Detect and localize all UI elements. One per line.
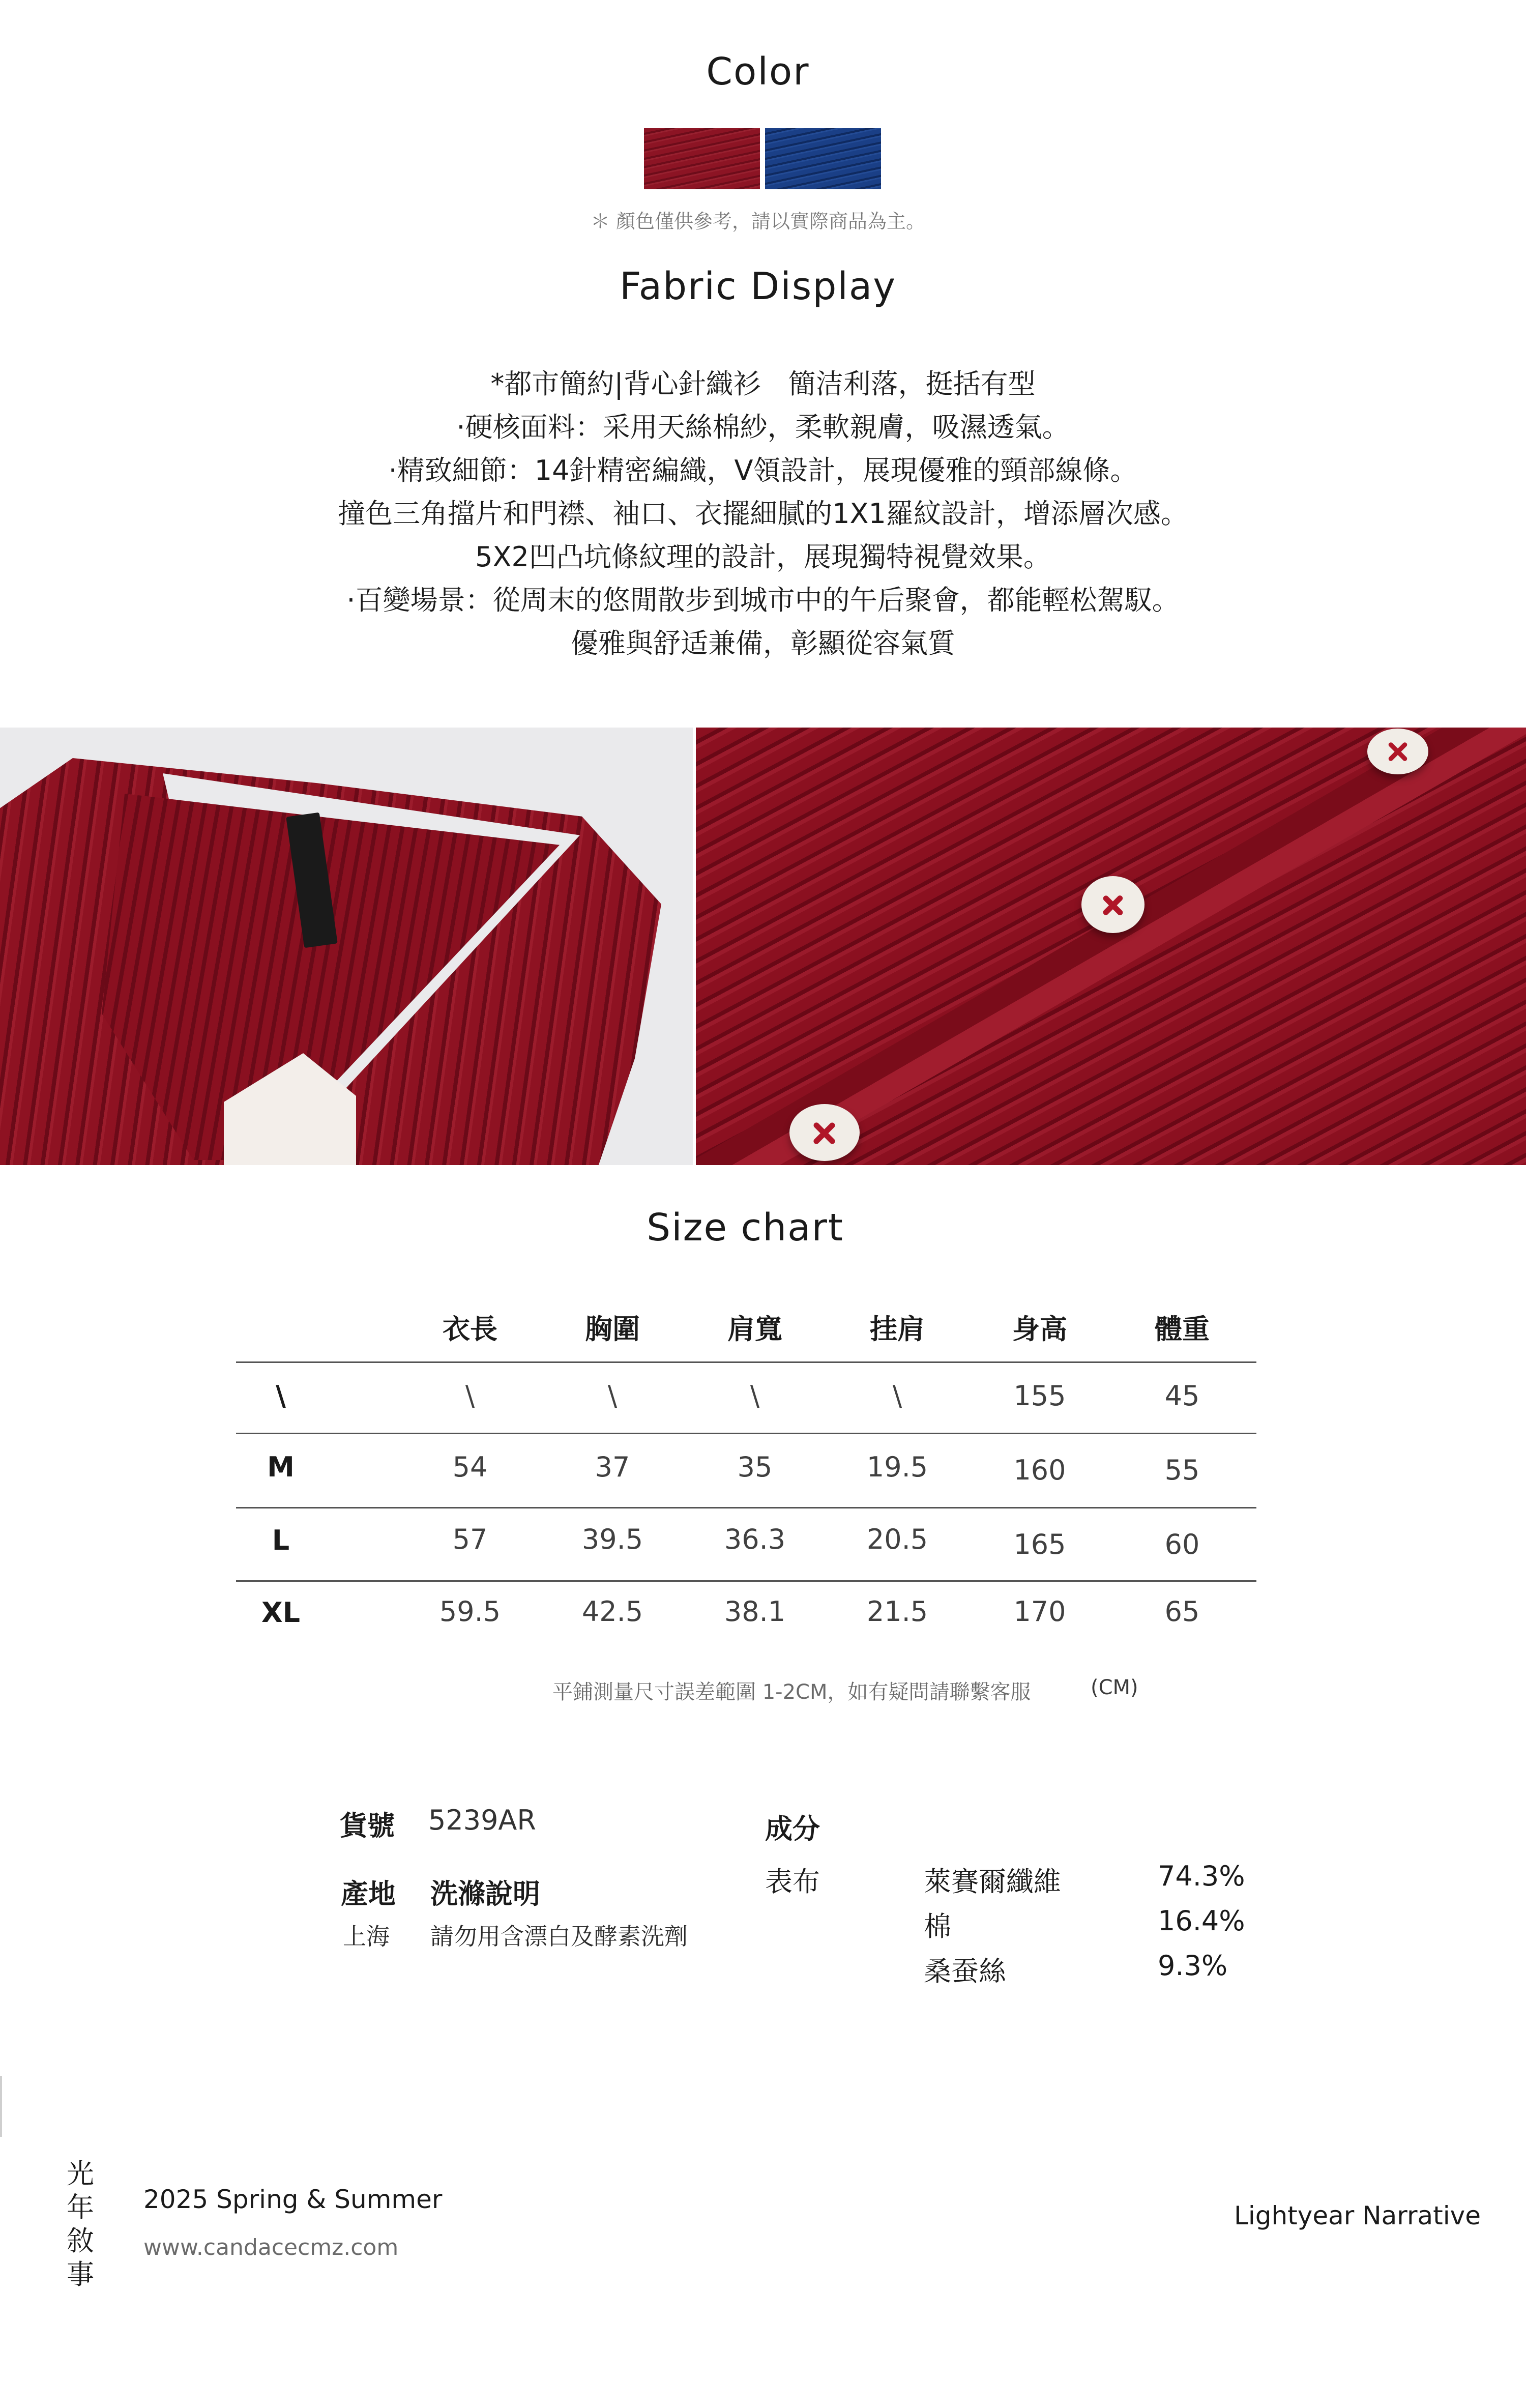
- fabric-description: [0, 362, 1526, 665]
- table-cell: 45: [1164, 1380, 1200, 1412]
- table-cell: 42.5: [581, 1595, 643, 1628]
- size-label: \: [276, 1380, 286, 1412]
- col-header: 身高: [1012, 1313, 1067, 1345]
- table-cell: 37: [595, 1451, 630, 1483]
- table-cell: \: [892, 1380, 902, 1412]
- table-cell: \: [607, 1380, 618, 1412]
- color-swatch-blue[interactable]: [765, 128, 881, 189]
- col-header: 胸圍: [585, 1313, 640, 1345]
- garment-photo-buttons: [696, 728, 1526, 1165]
- color-swatch-red[interactable]: [644, 128, 760, 189]
- table-cell: 160: [1013, 1454, 1066, 1486]
- material-percent: 16.4%: [1158, 1905, 1245, 1937]
- brand-char: 敘: [67, 2225, 94, 2257]
- wash-label: 洗滌說明: [430, 1878, 540, 1910]
- brand-char: 光: [67, 2158, 94, 2190]
- desc-line: ·硬核面料：采用天絲棉紗，柔軟親膚，吸濕透氣。: [456, 411, 1070, 443]
- size-label: XL: [261, 1597, 301, 1629]
- size-chart-note: 平鋪測量尺寸誤差範圍 1-2CM，如有疑問請聯繫客服: [552, 1680, 1031, 1704]
- edge-divider: [0, 2076, 2, 2137]
- brand-vertical-logo: [65, 2157, 96, 2291]
- table-cell: 170: [1013, 1595, 1066, 1628]
- table-divider: [236, 1580, 1256, 1582]
- size-chart-title: Size chart: [647, 1206, 844, 1250]
- table-cell: 36.3: [724, 1523, 786, 1555]
- color-note: ＊ 顏色僅供參考，請以實際商品為主。: [590, 210, 926, 233]
- table-cell: 57: [452, 1523, 488, 1555]
- website-link[interactable]: www.candacecmz.com: [143, 2235, 399, 2260]
- origin-value: 上海: [343, 1923, 390, 1950]
- brand-tagline: Lightyear Narrative: [1234, 2201, 1481, 2230]
- table-cell: 35: [737, 1451, 773, 1483]
- desc-line: *都市簡約|背心針織衫 簡洁利落，挺括有型: [490, 368, 1036, 400]
- material-name: 桑蚕絲: [924, 1955, 1006, 1987]
- button-icon: [1081, 876, 1144, 933]
- table-divider: [236, 1361, 1256, 1363]
- desc-line: ·精致細節：14針精密編織，V領設計，展現優雅的頸部線條。: [388, 454, 1138, 486]
- brand-char: 事: [67, 2258, 94, 2290]
- table-cell: 19.5: [866, 1451, 928, 1483]
- material-percent: 74.3%: [1158, 1860, 1245, 1892]
- col-header: 體重: [1155, 1313, 1210, 1345]
- garment-photo-neckline: [0, 728, 693, 1165]
- table-cell: 54: [452, 1451, 488, 1483]
- table-cell: 39.5: [581, 1523, 643, 1555]
- material-name: 萊賽爾纖維: [924, 1866, 1061, 1898]
- col-header: 衣長: [443, 1313, 497, 1345]
- table-cell: 21.5: [866, 1595, 928, 1628]
- table-cell: 155: [1013, 1380, 1066, 1412]
- table-cell: 38.1: [724, 1595, 786, 1628]
- origin-label: 產地: [341, 1878, 396, 1910]
- table-cell: 20.5: [866, 1523, 928, 1555]
- fabric-title: Fabric Display: [619, 265, 897, 308]
- desc-line: 撞色三角擋片和門襟、袖口、衣擺細膩的1X1羅紋設計，增添層次感。: [338, 498, 1188, 530]
- fabric-part: 表布: [765, 1866, 820, 1898]
- table-cell: \: [750, 1380, 760, 1412]
- col-header: 挂肩: [870, 1313, 925, 1345]
- table-divider: [236, 1507, 1256, 1508]
- material-percent: 9.3%: [1158, 1950, 1228, 1982]
- table-cell: 165: [1013, 1528, 1066, 1560]
- size-label: L: [272, 1524, 290, 1556]
- button-icon: [789, 1104, 860, 1161]
- table-cell: 60: [1164, 1528, 1200, 1560]
- table-divider: [236, 1433, 1256, 1434]
- table-cell: 55: [1164, 1454, 1200, 1486]
- table-cell: 59.5: [439, 1595, 501, 1628]
- wash-value: 請勿用含漂白及酵素洗劑: [430, 1923, 688, 1950]
- color-title: Color: [706, 50, 810, 94]
- material-name: 棉: [924, 1910, 951, 1942]
- brand-char: 年: [67, 2191, 94, 2223]
- desc-line: 優雅與舒适兼備，彰顯從容氣質: [571, 627, 955, 659]
- button-icon: [1367, 729, 1428, 774]
- desc-line: ·百變場景：從周末的悠閒散步到城市中的午后聚會，都能輕松駕馭。: [346, 584, 1180, 616]
- desc-line: 5X2凹凸坑條紋理的設計，展現獨特視覺效果。: [475, 541, 1051, 573]
- table-cell: 65: [1164, 1595, 1200, 1628]
- item-number: 5239AR: [428, 1804, 536, 1836]
- composition-label: 成分: [765, 1813, 820, 1845]
- item-number-label: 貨號: [340, 1810, 395, 1842]
- table-cell: \: [465, 1380, 475, 1412]
- season-label: 2025 Spring & Summer: [143, 2185, 443, 2214]
- size-chart-unit: (CM): [1091, 1676, 1138, 1699]
- size-label: M: [267, 1451, 295, 1483]
- col-header: 肩寬: [727, 1313, 782, 1345]
- garment-placket: [696, 728, 1526, 1165]
